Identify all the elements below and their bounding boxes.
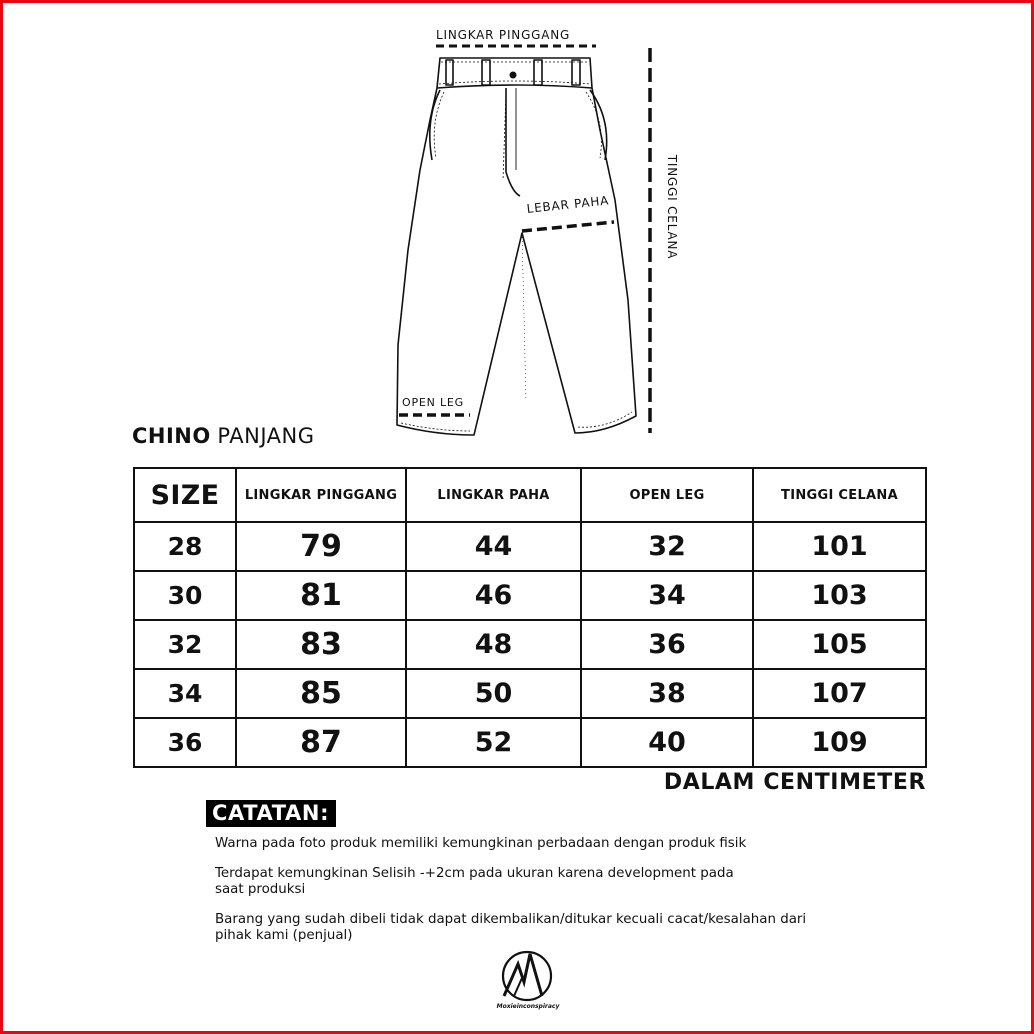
- notes-heading: CATATAN:: [206, 800, 336, 827]
- waist-measure-label: LINGKAR PINGGANG: [436, 28, 571, 42]
- leg-opening-measure-label: OPEN LEG: [402, 396, 464, 409]
- cell-pants-length: 105: [753, 620, 926, 669]
- cell-leg-opening: 36: [581, 620, 753, 669]
- cell-thigh: 44: [406, 522, 581, 571]
- cell-leg-opening: 40: [581, 718, 753, 767]
- cell-waist: 85: [236, 669, 406, 718]
- header-leg-opening: OPEN LEG: [581, 468, 753, 522]
- thigh-measure-label: LEBAR PAHA: [526, 193, 610, 216]
- cell-size: 34: [134, 669, 236, 718]
- brand-name: Moxieinconspiracy: [496, 1003, 560, 1010]
- table-row: [134, 571, 926, 620]
- product-title: [132, 424, 315, 448]
- notes-list: [215, 836, 855, 958]
- header-waist: LINGKAR PINGGANG: [236, 468, 406, 522]
- cell-size: 30: [134, 571, 236, 620]
- cell-thigh: 50: [406, 669, 581, 718]
- header-pants-length: TINGGI CELANA: [753, 468, 926, 522]
- cell-size: 28: [134, 522, 236, 571]
- cell-thigh: 46: [406, 571, 581, 620]
- waist-button-icon: [510, 72, 517, 79]
- note-item: Terdapat kemungkinan Selisih -+2cm pada ukuran karena development pada saat produksi: [215, 866, 734, 897]
- cell-waist: 79: [236, 522, 406, 571]
- cell-waist: 81: [236, 571, 406, 620]
- table-row: [134, 620, 926, 669]
- cell-leg-opening: 32: [581, 522, 753, 571]
- cell-pants-length: 107: [753, 669, 926, 718]
- cell-pants-length: 103: [753, 571, 926, 620]
- note-item: Barang yang sudah dibeli tidak dapat dikembalikan/ditukar kecuali cacat/kesalahan dari pihak kami (penjual): [215, 912, 807, 943]
- height-measure-label: TINGGI CELANA: [665, 154, 679, 260]
- cell-size: 32: [134, 620, 236, 669]
- cell-waist: 83: [236, 620, 406, 669]
- cell-thigh: 52: [406, 718, 581, 767]
- table-row: [134, 522, 926, 571]
- product-title-regular: PANJANG: [217, 424, 315, 448]
- table-header-row: [134, 468, 926, 522]
- cell-pants-length: 101: [753, 522, 926, 571]
- cell-leg-opening: 34: [581, 571, 753, 620]
- cell-leg-opening: 38: [581, 669, 753, 718]
- table-row: [134, 718, 926, 767]
- size-chart-table: [133, 467, 927, 768]
- cell-waist: 87: [236, 718, 406, 767]
- cell-size: 36: [134, 718, 236, 767]
- header-thigh: LINGKAR PAHA: [406, 468, 581, 522]
- pants-diagram: [380, 20, 700, 440]
- product-title-bold: CHINO: [132, 424, 211, 448]
- table-row: [134, 669, 926, 718]
- note-item: Warna pada foto produk memiliki kemungkinan perbadaan dengan produk fisik: [215, 836, 747, 851]
- header-size: SIZE: [134, 468, 236, 522]
- unit-note: DALAM CENTIMETER: [663, 770, 926, 795]
- cell-thigh: 48: [406, 620, 581, 669]
- cell-pants-length: 109: [753, 718, 926, 767]
